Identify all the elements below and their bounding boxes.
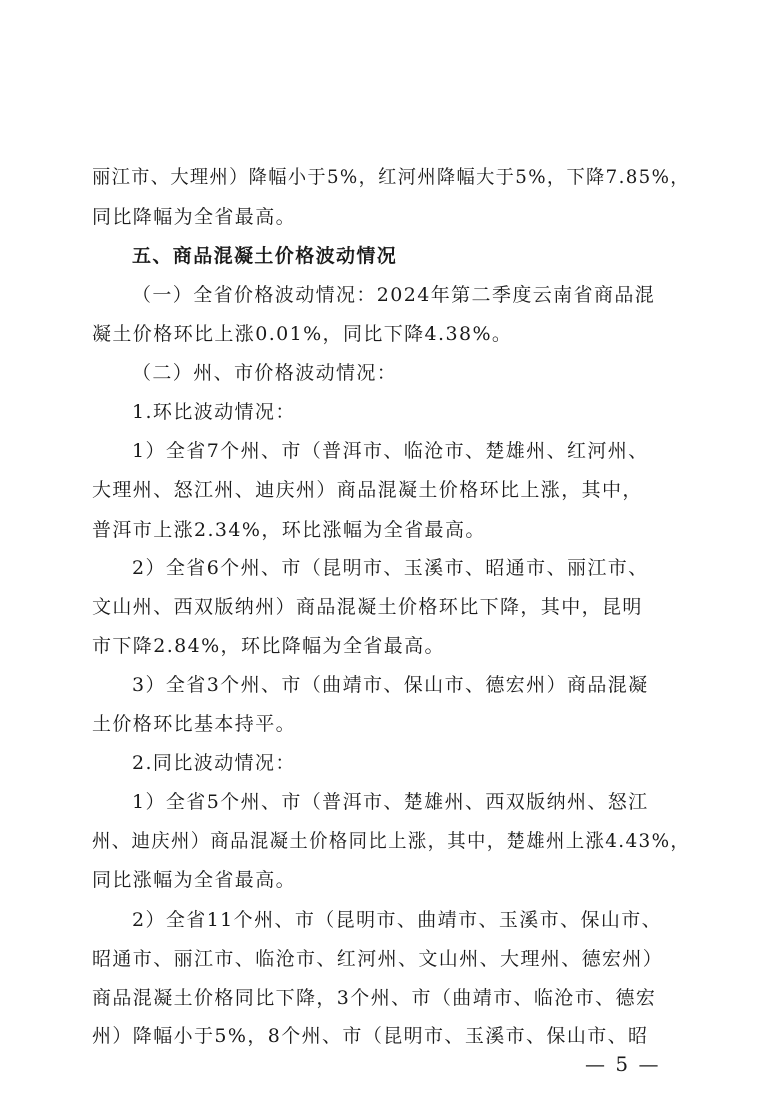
- text-line: 昭通市、丽江市、临沧市、红河州、文山州、大理州、德宏州）: [92, 948, 664, 970]
- text-line: 2）全省6个州、市（昆明市、玉溪市、昭通市、丽江市、: [132, 557, 649, 579]
- text-line: 州、迪庆州）商品混凝土价格同比上涨，其中，楚雄州上涨4.43%，: [92, 830, 691, 852]
- text-line: 1）全省7个州、市（普洱市、临沧市、楚雄州、红河州、: [132, 440, 649, 462]
- text-line: 2）全省11个州、市（昆明市、曲靖市、玉溪市、保山市、: [132, 909, 663, 931]
- text-line: 大理州、怒江州、迪庆州）商品混凝土价格环比上涨，其中，: [92, 479, 643, 501]
- subheading: 2.同比波动情况：: [132, 752, 296, 774]
- text-line: 丽江市、大理州）降幅小于5%，红河州降幅大于5%，下降7.85%，: [92, 166, 690, 188]
- subheading: 1.环比波动情况：: [132, 401, 296, 423]
- text-line: 3）全省3个州、市（曲靖市、保山市、德宏州）商品混凝: [132, 674, 649, 696]
- section-heading: 五、商品混凝土价格波动情况: [132, 245, 398, 267]
- text-line: 普洱市上涨2.34%，环比涨幅为全省最高。: [92, 519, 486, 541]
- text-line: 土价格环比基本持平。: [92, 713, 297, 735]
- text-line: 州）降幅小于5%，8个州、市（昆明市、玉溪市、保山市、昭: [92, 1025, 649, 1047]
- text-line: （一）全省价格波动情况：2024年第二季度云南省商品混: [132, 284, 656, 306]
- page-number: — 5 —: [585, 1052, 661, 1076]
- text-line: 1）全省5个州、市（普洱市、楚雄州、西双版纳州、怒江: [132, 791, 649, 813]
- text-line: 文山州、西双版纳州）商品混凝土价格环比下降，其中，昆明: [92, 596, 643, 618]
- text-line: （二）州、市价格波动情况：: [132, 362, 398, 384]
- text-line: 同比降幅为全省最高。: [92, 206, 297, 228]
- text-line: 商品混凝土价格同比下降，3个州、市（曲靖市、临沧市、德宏: [92, 987, 657, 1009]
- text-line: 同比涨幅为全省最高。: [92, 869, 297, 891]
- text-line: 凝土价格环比上涨0.01%，同比下降4.38%。: [92, 323, 513, 345]
- text-line: 市下降2.84%，环比降幅为全省最高。: [92, 635, 445, 657]
